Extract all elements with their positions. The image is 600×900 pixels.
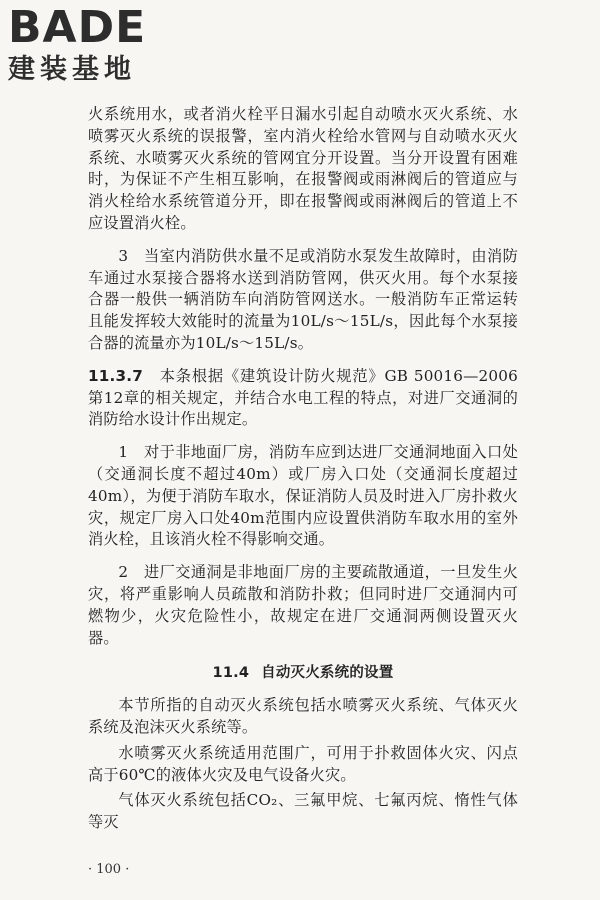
section-title: 自动灭火系统的设置 [261,665,394,682]
page-body [88,104,518,834]
paragraph-gas-system: 气体灭火系统包括CO₂、三氟甲烷、七氟丙烷、惰性气体等灭 [88,791,518,832]
site-logo [8,4,178,86]
section-number: 11.4 [212,665,250,682]
page-number: · 100 · [88,862,130,877]
logo-subtitle: 建装基地 [8,54,136,85]
paragraph-intro: 本节所指的自动灭火系统包括水喷雾灭火系统、气体灭火系统及泡沫灭火系统等。 [88,696,518,736]
clause-number: 11.3.7 [88,366,144,385]
logo-brand: BADE [8,2,147,53]
clause-11-3-7 [88,366,518,431]
paragraph-continuation: 火系统用水，或者消火栓平日漏水引起自动喷水灭火系统、水喷雾灭火系统的误报警，室内消火栓给水管网与自动喷水灭火系统、水喷雾灭火系统的管网宜分开设置。当分开设置有困难时，为保证不产生相互影响，在报警阀或雨淋阀后的管道应与消火栓给水系统管道分开，即在报警阀或雨淋阀后的管道上不应设置消火栓。 [88,105,518,232]
paragraph-item-2: 2 进厂交通洞是非地面厂房的主要疏散通道，一旦发生火灾，将严重影响人员疏散和消防扑救；但同时进厂交通洞内可燃物少，火灾危险性小，故规定在进厂交通洞两侧设置灭火器。 [88,563,518,647]
paragraph-item-3: 3 当室内消防供水量不足或消防水泵发生故障时，由消防车通过水泵接合器将水送到消防管网，供灭火用。每个水泵接合器一般供一辆消防车向消防管网送水。一般消防车正常运转且能发挥较大效能时的流量为10L/s～15L/s，因此每个水泵接合器的流量亦为10L/s～15L/s。 [88,246,518,352]
section-heading [88,663,518,685]
paragraph-item-1: 1 对于非地面厂房，消防车应到达进厂交通洞地面入口处（交通洞长度不超过40m）或厂房入口处（交通洞长度超过40m），为便于消防车取水，保证消防人员及时进入厂房扑救火灾，规定厂房入口处40m范围内应设置供消防车取水用的室外消火栓，且该消火栓不得影响交通。 [88,443,518,549]
clause-text: 本条根据《建筑设计防火规范》GB 50016—2006 第12章的相关规定，并结合水电工程的特点，对进厂交通洞的消防给水设计作出规定。 [88,366,518,429]
paragraph-water-spray: 水喷雾灭火系统适用范围广，可用于扑救固体火灾、闪点高于60℃的液体火灾及电气设备火灾。 [88,743,518,784]
